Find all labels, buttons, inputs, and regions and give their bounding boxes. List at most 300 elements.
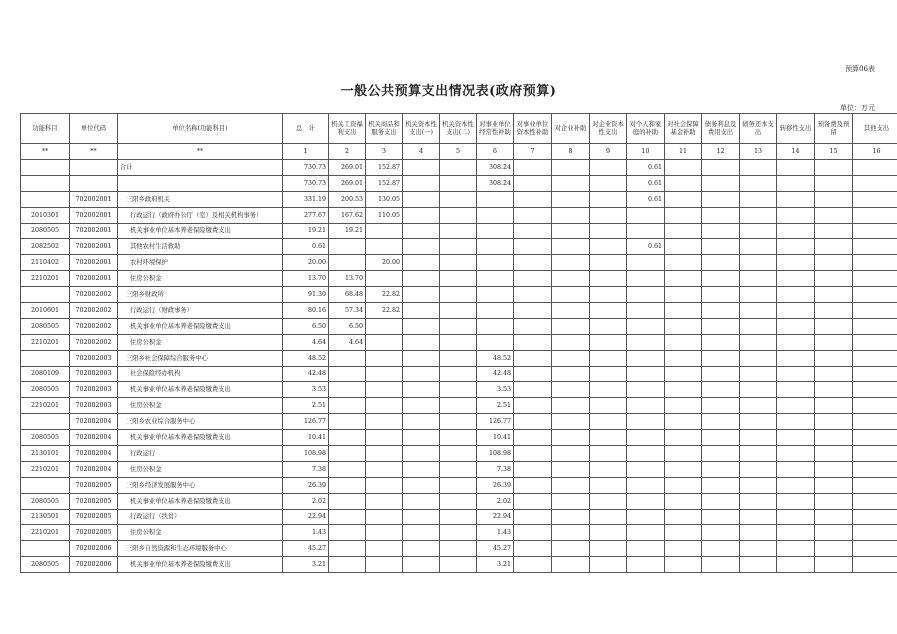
table-row [21,493,897,509]
amount-cell: 13.70 [283,271,329,287]
amount-cell [440,541,477,557]
amount-cell: 80.16 [283,303,329,319]
amount-cell [627,525,665,541]
amount-cell [665,271,702,287]
amount-cell [514,446,552,462]
amount-cell [627,430,665,446]
amount-cell [329,255,366,271]
amount-cell [552,334,590,350]
amount-cell [853,223,897,239]
header-cell: 机关资本性支出(二) [440,114,477,144]
function-code-cell: 2110402 [21,255,70,271]
amount-cell [740,430,777,446]
amount-cell [702,239,740,255]
amount-cell [403,255,440,271]
amount-cell [403,557,440,573]
unit-code-cell: 702002005 [70,493,118,509]
amount-cell [702,366,740,382]
amount-cell: 2.02 [477,493,514,509]
amount-cell: 20.00 [283,255,329,271]
amount-cell [853,398,897,414]
table-row [21,446,897,462]
amount-cell [853,509,897,525]
table-row [21,557,897,573]
amount-cell [514,207,552,223]
amount-cell: 57.34 [329,303,366,319]
table-row [21,207,897,223]
amount-cell [665,223,702,239]
amount-cell [665,525,702,541]
amount-cell [329,239,366,255]
amount-cell [552,175,590,191]
amount-cell [777,557,815,573]
amount-cell [665,461,702,477]
amount-cell [665,318,702,334]
amount-cell: 152.87 [366,160,403,176]
amount-cell [440,446,477,462]
amount-cell [403,223,440,239]
column-number-cell: 3 [366,144,403,160]
amount-cell [440,493,477,509]
amount-cell [440,509,477,525]
amount-cell [329,541,366,557]
amount-cell [403,414,440,430]
amount-cell: 0.61 [627,239,665,255]
amount-cell [815,255,853,271]
table-row [21,461,897,477]
unit-code-cell: 702002001 [70,271,118,287]
amount-cell [665,287,702,303]
amount-cell [477,303,514,319]
amount-cell: 1.43 [477,525,514,541]
amount-cell [665,477,702,493]
amount-cell [702,255,740,271]
amount-cell [740,207,777,223]
amount-cell [740,191,777,207]
amount-cell [777,350,815,366]
amount-cell [702,191,740,207]
amount-cell [665,255,702,271]
unit-label: 单位：万元 [840,104,875,112]
unit-name-cell: 合计 [118,160,283,176]
amount-cell: 110.05 [366,207,403,223]
amount-cell [853,414,897,430]
amount-cell [514,398,552,414]
amount-cell [702,430,740,446]
function-code-cell [21,414,70,430]
amount-cell [815,223,853,239]
amount-cell [740,334,777,350]
amount-cell [815,366,853,382]
amount-cell: 2.51 [477,398,514,414]
amount-cell [815,271,853,287]
amount-cell [514,287,552,303]
header-cell: 转移性支出 [777,114,815,144]
amount-cell [853,446,897,462]
amount-cell [552,191,590,207]
amount-cell [777,509,815,525]
amount-cell: 22.94 [477,509,514,525]
amount-cell [777,303,815,319]
unit-code-cell: 702002004 [70,430,118,446]
amount-cell [590,461,627,477]
amount-cell [740,541,777,557]
header-cell: 对企业资本性支出 [590,114,627,144]
amount-cell [740,525,777,541]
amount-cell [665,334,702,350]
amount-cell [366,271,403,287]
amount-cell [590,318,627,334]
column-number-row [21,144,897,160]
amount-cell [740,287,777,303]
amount-cell [740,557,777,573]
amount-cell [815,461,853,477]
amount-cell [702,223,740,239]
amount-cell [366,509,403,525]
amount-cell [853,303,897,319]
amount-cell [366,382,403,398]
amount-cell [853,318,897,334]
unit-code-cell [70,160,118,176]
amount-cell [366,318,403,334]
column-number-cell: 10 [627,144,665,160]
amount-cell [777,271,815,287]
table-row [21,541,897,557]
amount-cell [403,239,440,255]
amount-cell [552,350,590,366]
function-code-cell: 2210201 [21,461,70,477]
amount-cell: 22.94 [283,509,329,525]
amount-cell [590,557,627,573]
amount-cell [329,557,366,573]
amount-cell [590,191,627,207]
amount-cell: 42.48 [477,366,514,382]
unit-name-cell: 三阳乡农业综合服务中心 [118,414,283,430]
unit-code-cell: 702002002 [70,303,118,319]
amount-cell [440,303,477,319]
amount-cell [514,461,552,477]
amount-cell: 48.52 [283,350,329,366]
function-code-cell: 2010301 [21,207,70,223]
amount-cell [590,493,627,509]
function-code-cell: 2082502 [21,239,70,255]
amount-cell [853,366,897,382]
amount-cell [853,239,897,255]
amount-cell [514,541,552,557]
function-code-cell: 2130101 [21,446,70,462]
header-row [21,114,897,144]
function-code-cell: 2210201 [21,525,70,541]
amount-cell [590,398,627,414]
amount-cell [590,207,627,223]
amount-cell [403,446,440,462]
amount-cell: 1.43 [283,525,329,541]
unit-name-cell: 行政运行（财政事务） [118,303,283,319]
amount-cell [366,446,403,462]
table-row [21,414,897,430]
amount-cell [815,477,853,493]
amount-cell [590,255,627,271]
amount-cell [702,414,740,430]
amount-cell [552,271,590,287]
amount-cell: 331.19 [283,191,329,207]
amount-cell [440,430,477,446]
amount-cell [815,525,853,541]
function-code-cell: 2010601 [21,303,70,319]
amount-cell [777,255,815,271]
function-code-cell [21,287,70,303]
amount-cell [403,525,440,541]
unit-code-cell: 702002003 [70,382,118,398]
amount-cell [815,160,853,176]
amount-cell [815,557,853,573]
amount-cell [329,398,366,414]
function-code-cell: 2080505 [21,318,70,334]
amount-cell [740,461,777,477]
amount-cell: 0.61 [627,175,665,191]
amount-cell [477,318,514,334]
amount-cell [552,509,590,525]
unit-code-cell: 702002002 [70,334,118,350]
amount-cell [665,382,702,398]
amount-cell [403,191,440,207]
amount-cell [853,255,897,271]
amount-cell [514,255,552,271]
amount-cell [440,334,477,350]
amount-cell [627,303,665,319]
amount-cell [477,239,514,255]
amount-cell: 0.61 [627,160,665,176]
amount-cell [627,334,665,350]
unit-name-cell: 农村环境保护 [118,255,283,271]
amount-cell [440,350,477,366]
amount-cell: 277.67 [283,207,329,223]
amount-cell [777,493,815,509]
amount-cell [702,461,740,477]
amount-cell: 19.21 [283,223,329,239]
table-row [21,318,897,334]
amount-cell [366,461,403,477]
amount-cell [590,271,627,287]
amount-cell [514,334,552,350]
column-number-cell: 2 [329,144,366,160]
amount-cell [590,160,627,176]
amount-cell [514,493,552,509]
amount-cell: 308.24 [477,175,514,191]
amount-cell [777,398,815,414]
function-code-cell [21,477,70,493]
amount-cell [366,398,403,414]
amount-cell [627,493,665,509]
header-cell: 债务利息及费用支出 [702,114,740,144]
amount-cell [665,160,702,176]
amount-cell [815,175,853,191]
column-number-cell: 12 [702,144,740,160]
amount-cell [403,541,440,557]
amount-cell [853,350,897,366]
amount-cell [740,398,777,414]
amount-cell [514,239,552,255]
amount-cell [665,509,702,525]
amount-cell [440,255,477,271]
amount-cell [440,160,477,176]
amount-cell: 13.70 [329,271,366,287]
amount-cell [514,191,552,207]
amount-cell: 130.05 [366,191,403,207]
header-cell: 机关商品和服务支出 [366,114,403,144]
amount-cell: 2.51 [283,398,329,414]
amount-cell [740,318,777,334]
amount-cell [590,525,627,541]
amount-cell [552,303,590,319]
amount-cell [440,525,477,541]
amount-cell [815,430,853,446]
amount-cell: 0.61 [283,239,329,255]
amount-cell [627,541,665,557]
amount-cell [740,493,777,509]
amount-cell [740,175,777,191]
amount-cell [403,175,440,191]
unit-name-cell: 住房公积金 [118,334,283,350]
amount-cell [403,477,440,493]
amount-cell [366,477,403,493]
unit-code-cell: 702002002 [70,318,118,334]
amount-cell [329,461,366,477]
amount-cell [777,287,815,303]
amount-cell: 167.62 [329,207,366,223]
function-code-cell: 2210201 [21,334,70,350]
amount-cell: 0.61 [627,191,665,207]
amount-cell: 22.82 [366,287,403,303]
amount-cell [366,334,403,350]
amount-cell [777,382,815,398]
table-row [21,303,897,319]
amount-cell: 4.64 [329,334,366,350]
unit-name-cell: 三阳乡财政所 [118,287,283,303]
amount-cell [440,477,477,493]
amount-cell [552,366,590,382]
column-number-cell: 4 [403,144,440,160]
amount-cell: 108.98 [477,446,514,462]
unit-name-cell: 机关事业单位基本养老保险缴费支出 [118,493,283,509]
amount-cell: 26.39 [283,477,329,493]
amount-cell [627,255,665,271]
amount-cell [815,446,853,462]
form-number: 预算06表 [845,65,875,73]
amount-cell [514,350,552,366]
column-number-cell: 16 [853,144,897,160]
amount-cell [403,207,440,223]
header-cell: 功能科目 [21,114,70,144]
amount-cell [702,287,740,303]
amount-cell [403,271,440,287]
unit-name-cell: 住房公积金 [118,271,283,287]
amount-cell [702,271,740,287]
amount-cell [403,303,440,319]
amount-cell [777,207,815,223]
unit-code-cell: 702002003 [70,398,118,414]
amount-cell [702,477,740,493]
column-number-cell: 5 [440,144,477,160]
amount-cell [702,382,740,398]
amount-cell [853,191,897,207]
amount-cell [590,414,627,430]
header-cell: 单位代码 [70,114,118,144]
unit-name-cell: 住房公积金 [118,398,283,414]
unit-name-cell: 机关事业单位基本养老保险缴费支出 [118,557,283,573]
unit-name-cell: 社会保险经办机构 [118,366,283,382]
header-cell: 对事业单位经常性补助 [477,114,514,144]
amount-cell [627,461,665,477]
function-code-cell: 2080505 [21,493,70,509]
amount-cell [440,175,477,191]
function-code-cell [21,160,70,176]
amount-cell [403,461,440,477]
amount-cell [403,287,440,303]
unit-name-cell: 三阳乡自然资源和生态环境服务中心 [118,541,283,557]
column-number-cell: 6 [477,144,514,160]
function-code-cell: 2210201 [21,271,70,287]
amount-cell [777,525,815,541]
amount-cell [552,223,590,239]
amount-cell [590,509,627,525]
amount-cell: 45.27 [283,541,329,557]
header-cell: 其他支出 [853,114,897,144]
amount-cell [366,541,403,557]
amount-cell [665,350,702,366]
table-row [21,350,897,366]
amount-cell [590,350,627,366]
amount-cell [514,303,552,319]
header-cell: 总 计 [283,114,329,144]
amount-cell [627,318,665,334]
unit-code-cell: 702002003 [70,350,118,366]
amount-cell [440,191,477,207]
amount-cell [853,493,897,509]
amount-cell [477,191,514,207]
unit-code-cell: 702002001 [70,223,118,239]
amount-cell [665,557,702,573]
amount-cell [552,239,590,255]
amount-cell [366,223,403,239]
table-row [21,430,897,446]
amount-cell [590,334,627,350]
amount-cell [777,366,815,382]
amount-cell [702,525,740,541]
amount-cell [702,303,740,319]
amount-cell [777,239,815,255]
amount-cell [514,477,552,493]
amount-cell [590,382,627,398]
table-row [21,287,897,303]
amount-cell [477,334,514,350]
amount-cell: 91.30 [283,287,329,303]
amount-cell [552,446,590,462]
unit-name-cell: 机关事业单位基本养老保险缴费支出 [118,223,283,239]
table-row [21,239,897,255]
unit-code-cell: 702002004 [70,461,118,477]
amount-cell [665,430,702,446]
amount-cell [440,287,477,303]
amount-cell [853,541,897,557]
amount-cell [627,414,665,430]
unit-name-cell: 机关事业单位基本养老保险缴费支出 [118,382,283,398]
function-code-cell [21,175,70,191]
amount-cell [777,446,815,462]
amount-cell [403,334,440,350]
amount-cell [853,477,897,493]
amount-cell [590,287,627,303]
